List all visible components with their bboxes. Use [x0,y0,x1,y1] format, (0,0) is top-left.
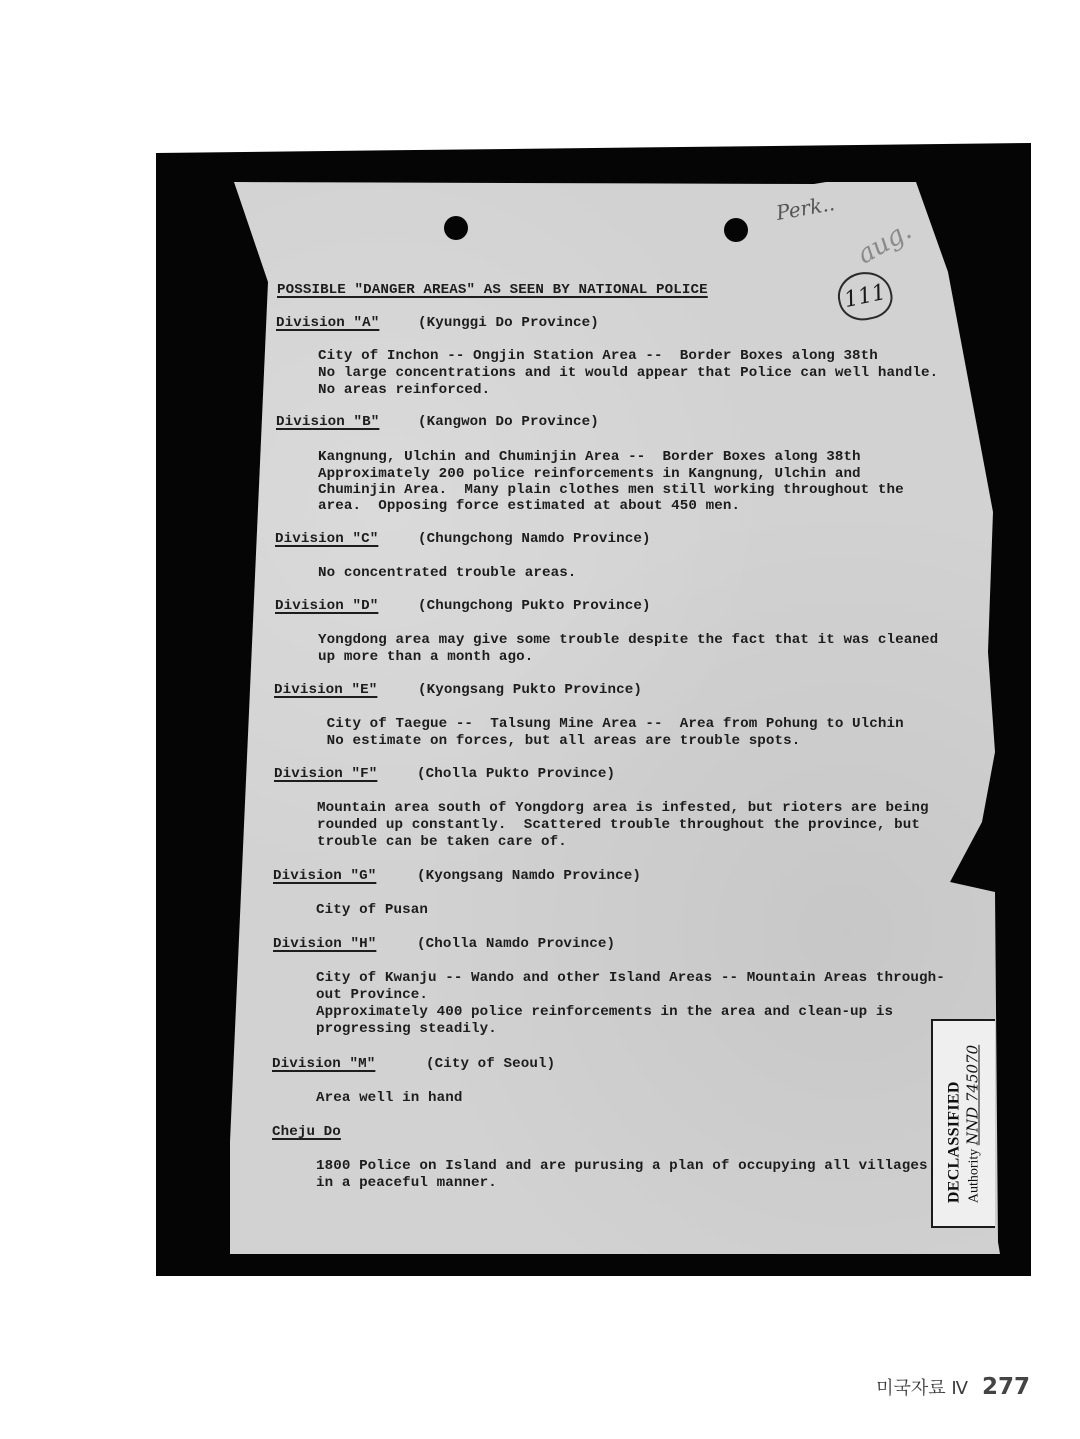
section-region-c: (Chungchong Namdo Province) [418,531,651,547]
section-line: Area well in hand [316,1090,463,1106]
section-line: City of Inchon -- Ongjin Station Area -- Border Boxes along 38th [318,348,878,364]
section-line: City of Pusan [316,902,428,918]
stamp-authority [964,1044,983,1202]
section-region-e: (Kyongsang Pukto Province) [418,682,642,698]
section-region-a: (Kyunggi Do Province) [418,315,599,331]
section-line: Chuminjin Area. Many plain clothes men still working throughout the [318,482,904,498]
section-heading-d: Division "D" [275,598,379,614]
section-heading-c: Division "C" [275,531,379,547]
section-heading-h: Division "H" [273,936,377,952]
section-line: Kangnung, Ulchin and Chuminjin Area -- Border Boxes along 38th [318,449,861,465]
section-line: out Province. [316,987,428,1003]
circled-number-text: 111 [841,279,889,313]
section-heading-g: Division "G" [273,868,377,884]
section-region-b: (Kangwon Do Province) [418,414,599,430]
section-line: Mountain area south of Yongdorg area is infested, but rioters are being [317,800,929,816]
section-line: City of Taegue -- Talsung Mine Area -- Area from Pohung to Ulchin [318,716,904,732]
stamp-authority-label: Authority [966,1148,982,1203]
section-line: Yongdong area may give some trouble despite the fact that it was cleaned [318,632,939,648]
section-region-f: (Cholla Pukto Province) [417,766,616,782]
section-line: up more than a month ago. [318,649,534,665]
punch-hole-right [724,218,748,242]
declassified-stamp [931,1019,995,1228]
section-heading-e: Division "E" [274,682,378,698]
section-region-d: (Chungchong Pukto Province) [418,598,651,614]
punch-hole-left [444,216,468,240]
section-line: 1800 Police on Island and are purusing a plan of occupying all villages [316,1158,928,1174]
section-line: trouble can be taken care of. [317,834,567,850]
stamp-authority-number: NND 745070 [963,1044,982,1145]
section-heading-m: Division "M" [272,1056,376,1072]
section-line: progressing steadily. [316,1021,497,1037]
section-line: area. Opposing force estimated at about 450 men. [318,498,741,514]
section-heading-f: Division "F" [274,766,378,782]
section-region-g: (Kyongsang Namdo Province) [417,868,641,884]
section-line: No concentrated trouble areas. [318,565,577,581]
section-line: City of Kwanju -- Wando and other Island Areas -- Mountain Areas through- [316,970,945,986]
section-heading-a: Division "A" [276,315,380,331]
stamp-title: DECLASSIFIED [945,1080,963,1203]
section-heading-b: Division "B" [276,414,380,430]
handwritten-corner-note: aug. [852,215,917,271]
section-line: No areas reinforced. [318,382,491,398]
section-region-m: (City of Seoul) [426,1056,556,1072]
section-line: in a peaceful manner. [316,1175,497,1191]
document-title: POSSIBLE "DANGER AREAS" AS SEEN BY NATIONAL POLICE [277,282,708,298]
section-line: rounded up constantly. Scattered trouble throughout the province, but [317,817,920,833]
handwritten-top-note: Perk.. [774,191,837,225]
page-number: 277 [981,1374,1030,1400]
section-line: No large concentrations and it would appear that Police can well handle. [318,365,939,381]
section-line: No estimate on forces, but all areas are trouble spots. [318,733,801,749]
section-line: Approximately 200 police reinforcements in Kangnung, Ulchin and [318,466,861,482]
section-region-h: (Cholla Namdo Province) [417,936,616,952]
page-footer [876,1374,1030,1400]
book-title: 미국자료 Ⅳ [876,1378,968,1399]
section-heading-cheju: Cheju Do [272,1124,341,1140]
section-line: Approximately 400 police reinforcements in the area and clean-up is [316,1004,894,1020]
